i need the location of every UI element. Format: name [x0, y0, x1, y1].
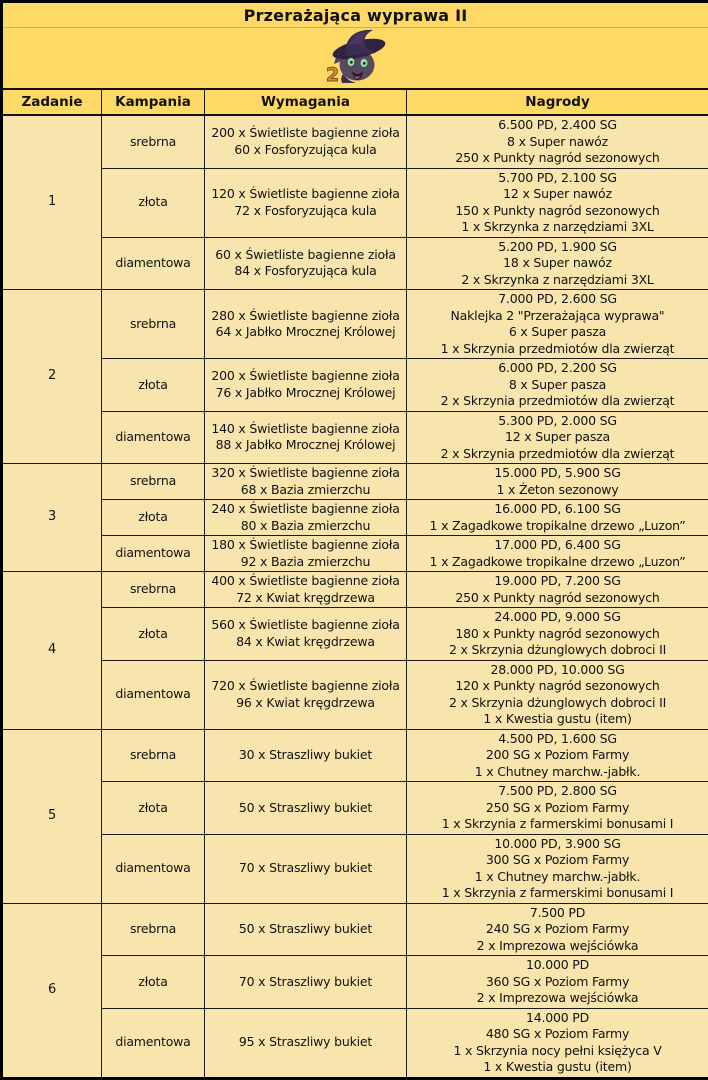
requirement-line: 84 x Kwiat kręgdrzewa: [207, 634, 404, 651]
requirements-cell: [205, 660, 407, 729]
table-row: [2, 168, 708, 237]
requirements-cell: [205, 834, 407, 903]
reward-line: 1 x Skrzynka z narzędziami 3XL: [409, 219, 706, 236]
witch-bat-icon: [319, 28, 393, 84]
requirement-line: 560 x Świetliste bagienne zioła: [207, 617, 404, 634]
requirements-cell: [205, 608, 407, 661]
reward-line: 18 x Super nawóz: [409, 255, 706, 272]
table-row: [2, 660, 708, 729]
requirement-line: 50 x Straszliwy bukiet: [207, 921, 404, 938]
reward-line: 250 SG x Poziom Farmy: [409, 800, 706, 817]
requirement-line: 280 x Świetliste bagienne zioła: [207, 308, 404, 325]
rewards-cell: [407, 290, 708, 359]
reward-line: 1 x Skrzynia przedmiotów dla zwierząt: [409, 341, 706, 358]
table-row: [2, 411, 708, 464]
reward-line: 24.000 PD, 9.000 SG: [409, 609, 706, 626]
reward-line: 7.000 PD, 2.600 SG: [409, 291, 706, 308]
requirement-line: 200 x Świetliste bagienne zioła: [207, 368, 404, 385]
table-row: [2, 115, 708, 168]
reward-line: 1 x Zagadkowe tropikalne drzewo „Luzon”: [409, 518, 706, 535]
table-row: [2, 464, 708, 500]
requirement-line: 60 x Fosforyzująca kula: [207, 142, 404, 159]
requirement-line: 50 x Straszliwy bukiet: [207, 800, 404, 817]
table-row: [2, 729, 708, 782]
reward-line: 2 x Skrzynia dżunglowych dobroci II: [409, 695, 706, 712]
rewards-cell: [407, 115, 708, 168]
rewards-cell: [407, 782, 708, 835]
requirement-line: 68 x Bazia zmierzchu: [207, 482, 404, 499]
reward-line: Naklejka 2 "Przerażająca wyprawa": [409, 308, 706, 325]
reward-line: 12 x Super pasza: [409, 429, 706, 446]
reward-line: 17.000 PD, 6.400 SG: [409, 537, 706, 554]
quest-table-body: [2, 115, 708, 1078]
reward-line: 4.500 PD, 1.600 SG: [409, 731, 706, 748]
requirement-line: 120 x Świetliste bagienne zioła: [207, 186, 404, 203]
requirements-cell: [205, 572, 407, 608]
column-header-nagrody: Nagrody: [407, 89, 708, 115]
reward-line: 5.700 PD, 2.100 SG: [409, 170, 706, 187]
requirements-cell: [205, 237, 407, 290]
rewards-cell: [407, 536, 708, 572]
reward-line: 1 x Kwestia gustu (item): [409, 1059, 706, 1076]
reward-line: 5.200 PD, 1.900 SG: [409, 239, 706, 256]
reward-line: 7.500 PD, 2.800 SG: [409, 783, 706, 800]
reward-line: 2 x Skrzynia przedmiotów dla zwierząt: [409, 446, 706, 463]
campaign-tier: złota: [102, 500, 205, 536]
reward-line: 28.000 PD, 10.000 SG: [409, 662, 706, 679]
reward-line: 2 x Skrzynia dżunglowych dobroci II: [409, 642, 706, 659]
requirements-cell: [205, 290, 407, 359]
requirement-line: 88 x Jabłko Mrocznej Królowej: [207, 437, 404, 454]
rewards-cell: [407, 608, 708, 661]
reward-line: 6.500 PD, 2.400 SG: [409, 117, 706, 134]
campaign-tier: złota: [102, 782, 205, 835]
task-number: 6: [2, 903, 102, 1078]
campaign-tier: diamentowa: [102, 411, 205, 464]
campaign-tier: srebrna: [102, 729, 205, 782]
requirement-line: 70 x Straszliwy bukiet: [207, 860, 404, 877]
reward-line: 1 x Chutney marchw.-jabłk.: [409, 764, 706, 781]
rewards-cell: [407, 660, 708, 729]
campaign-tier: diamentowa: [102, 536, 205, 572]
reward-line: 360 SG x Poziom Farmy: [409, 974, 706, 991]
requirement-line: 60 x Świetliste bagienne zioła: [207, 247, 404, 264]
table-row: [2, 834, 708, 903]
table-row: [2, 903, 708, 956]
campaign-tier: srebrna: [102, 903, 205, 956]
campaign-tier: złota: [102, 956, 205, 1009]
campaign-tier: diamentowa: [102, 660, 205, 729]
requirements-cell: [205, 168, 407, 237]
reward-line: 8 x Super pasza: [409, 377, 706, 394]
requirement-line: 70 x Straszliwy bukiet: [207, 974, 404, 991]
campaign-tier: srebrna: [102, 115, 205, 168]
campaign-tier: srebrna: [102, 290, 205, 359]
reward-line: 6.000 PD, 2.200 SG: [409, 360, 706, 377]
requirements-cell: [205, 536, 407, 572]
task-number: 1: [2, 115, 102, 290]
reward-line: 1 x Skrzynia z farmerskimi bonusami I: [409, 816, 706, 833]
requirement-line: 240 x Świetliste bagienne zioła: [207, 501, 404, 518]
rewards-cell: [407, 956, 708, 1009]
title-row: [2, 2, 708, 28]
reward-line: 2 x Imprezowa wejściówka: [409, 938, 706, 955]
rewards-cell: [407, 1008, 708, 1078]
requirement-line: 84 x Fosforyzująca kula: [207, 263, 404, 280]
requirement-line: 76 x Jabłko Mrocznej Królowej: [207, 385, 404, 402]
requirement-line: 200 x Świetliste bagienne zioła: [207, 125, 404, 142]
reward-line: 300 SG x Poziom Farmy: [409, 852, 706, 869]
table-row: [2, 956, 708, 1009]
requirements-cell: [205, 903, 407, 956]
table-row: [2, 536, 708, 572]
reward-line: 1 x Skrzynia z farmerskimi bonusami I: [409, 885, 706, 902]
campaign-tier: złota: [102, 608, 205, 661]
requirement-line: 80 x Bazia zmierzchu: [207, 518, 404, 535]
reward-line: 480 SG x Poziom Farmy: [409, 1026, 706, 1043]
column-header-kampania: Kampania: [102, 89, 205, 115]
requirement-line: 72 x Fosforyzująca kula: [207, 203, 404, 220]
table-row: [2, 359, 708, 412]
reward-line: 2 x Skrzynia przedmiotów dla zwierząt: [409, 393, 706, 410]
page-title: Przerażająca wyprawa II: [2, 2, 708, 28]
rewards-cell: [407, 237, 708, 290]
table-row: [2, 237, 708, 290]
requirement-line: 320 x Świetliste bagienne zioła: [207, 465, 404, 482]
task-number: 2: [2, 290, 102, 464]
requirement-line: 72 x Kwiat kręgdrzewa: [207, 590, 404, 607]
rewards-cell: [407, 411, 708, 464]
requirement-line: 720 x Świetliste bagienne zioła: [207, 678, 404, 695]
reward-line: 1 x Zagadkowe tropikalne drzewo „Luzon”: [409, 554, 706, 571]
campaign-tier: złota: [102, 359, 205, 412]
svg-text:2: 2: [326, 64, 339, 84]
reward-line: 15.000 PD, 5.900 SG: [409, 465, 706, 482]
reward-line: 2 x Imprezowa wejściówka: [409, 990, 706, 1007]
requirements-cell: [205, 115, 407, 168]
reward-line: 1 x Skrzynia nocy pełni księżyca V: [409, 1043, 706, 1060]
requirement-line: 95 x Straszliwy bukiet: [207, 1034, 404, 1051]
reward-line: 180 x Punkty nagród sezonowych: [409, 626, 706, 643]
requirement-line: 92 x Bazia zmierzchu: [207, 554, 404, 571]
requirement-line: 96 x Kwiat kręgdrzewa: [207, 695, 404, 712]
reward-line: 7.500 PD: [409, 905, 706, 922]
rewards-cell: [407, 359, 708, 412]
reward-line: 16.000 PD, 6.100 SG: [409, 501, 706, 518]
image-row: [2, 28, 708, 90]
reward-line: 19.000 PD, 7.200 SG: [409, 573, 706, 590]
reward-line: 2 x Skrzynka z narzędziami 3XL: [409, 272, 706, 289]
reward-line: 1 x Żeton sezonowy: [409, 482, 706, 499]
requirements-cell: [205, 782, 407, 835]
reward-line: 10.000 PD: [409, 957, 706, 974]
table-row: [2, 572, 708, 608]
reward-line: 14.000 PD: [409, 1010, 706, 1027]
table-row: [2, 500, 708, 536]
column-header-wymagania: Wymagania: [205, 89, 407, 115]
requirement-line: 400 x Świetliste bagienne zioła: [207, 573, 404, 590]
reward-line: 240 SG x Poziom Farmy: [409, 921, 706, 938]
rewards-cell: [407, 903, 708, 956]
column-header-zadanie: Zadanie: [2, 89, 102, 115]
rewards-cell: [407, 168, 708, 237]
reward-line: 1 x Kwestia gustu (item): [409, 711, 706, 728]
table-row: [2, 608, 708, 661]
table-row: [2, 1008, 708, 1078]
requirements-cell: [205, 729, 407, 782]
task-number: 4: [2, 572, 102, 730]
requirement-line: 30 x Straszliwy bukiet: [207, 747, 404, 764]
requirements-cell: [205, 500, 407, 536]
rewards-cell: [407, 500, 708, 536]
rewards-cell: [407, 572, 708, 608]
rewards-cell: [407, 729, 708, 782]
reward-line: 150 x Punkty nagród sezonowych: [409, 203, 706, 220]
campaign-tier: diamentowa: [102, 237, 205, 290]
campaign-tier: srebrna: [102, 464, 205, 500]
rewards-cell: [407, 464, 708, 500]
reward-line: 10.000 PD, 3.900 SG: [409, 836, 706, 853]
reward-line: 120 x Punkty nagród sezonowych: [409, 678, 706, 695]
requirement-line: 180 x Świetliste bagienne zioła: [207, 537, 404, 554]
task-number: 5: [2, 729, 102, 903]
requirements-cell: [205, 1008, 407, 1078]
reward-line: 5.300 PD, 2.000 SG: [409, 413, 706, 430]
table-row: [2, 782, 708, 835]
reward-line: 250 x Punkty nagród sezonowych: [409, 150, 706, 167]
requirements-cell: [205, 464, 407, 500]
campaign-tier: diamentowa: [102, 834, 205, 903]
reward-line: 8 x Super nawóz: [409, 134, 706, 151]
reward-line: 250 x Punkty nagród sezonowych: [409, 590, 706, 607]
task-number: 3: [2, 464, 102, 572]
reward-line: 1 x Chutney marchw.-jabłk.: [409, 869, 706, 886]
requirement-line: 64 x Jabłko Mrocznej Królowej: [207, 324, 404, 341]
reward-line: 12 x Super nawóz: [409, 186, 706, 203]
requirement-line: 140 x Świetliste bagienne zioła: [207, 421, 404, 438]
campaign-tier: złota: [102, 168, 205, 237]
requirements-cell: [205, 411, 407, 464]
reward-line: 6 x Super pasza: [409, 324, 706, 341]
requirements-cell: [205, 956, 407, 1009]
requirements-cell: [205, 359, 407, 412]
reward-line: 200 SG x Poziom Farmy: [409, 747, 706, 764]
column-headers: [2, 89, 708, 115]
campaign-tier: diamentowa: [102, 1008, 205, 1078]
campaign-tier: srebrna: [102, 572, 205, 608]
table-row: [2, 290, 708, 359]
rewards-cell: [407, 834, 708, 903]
